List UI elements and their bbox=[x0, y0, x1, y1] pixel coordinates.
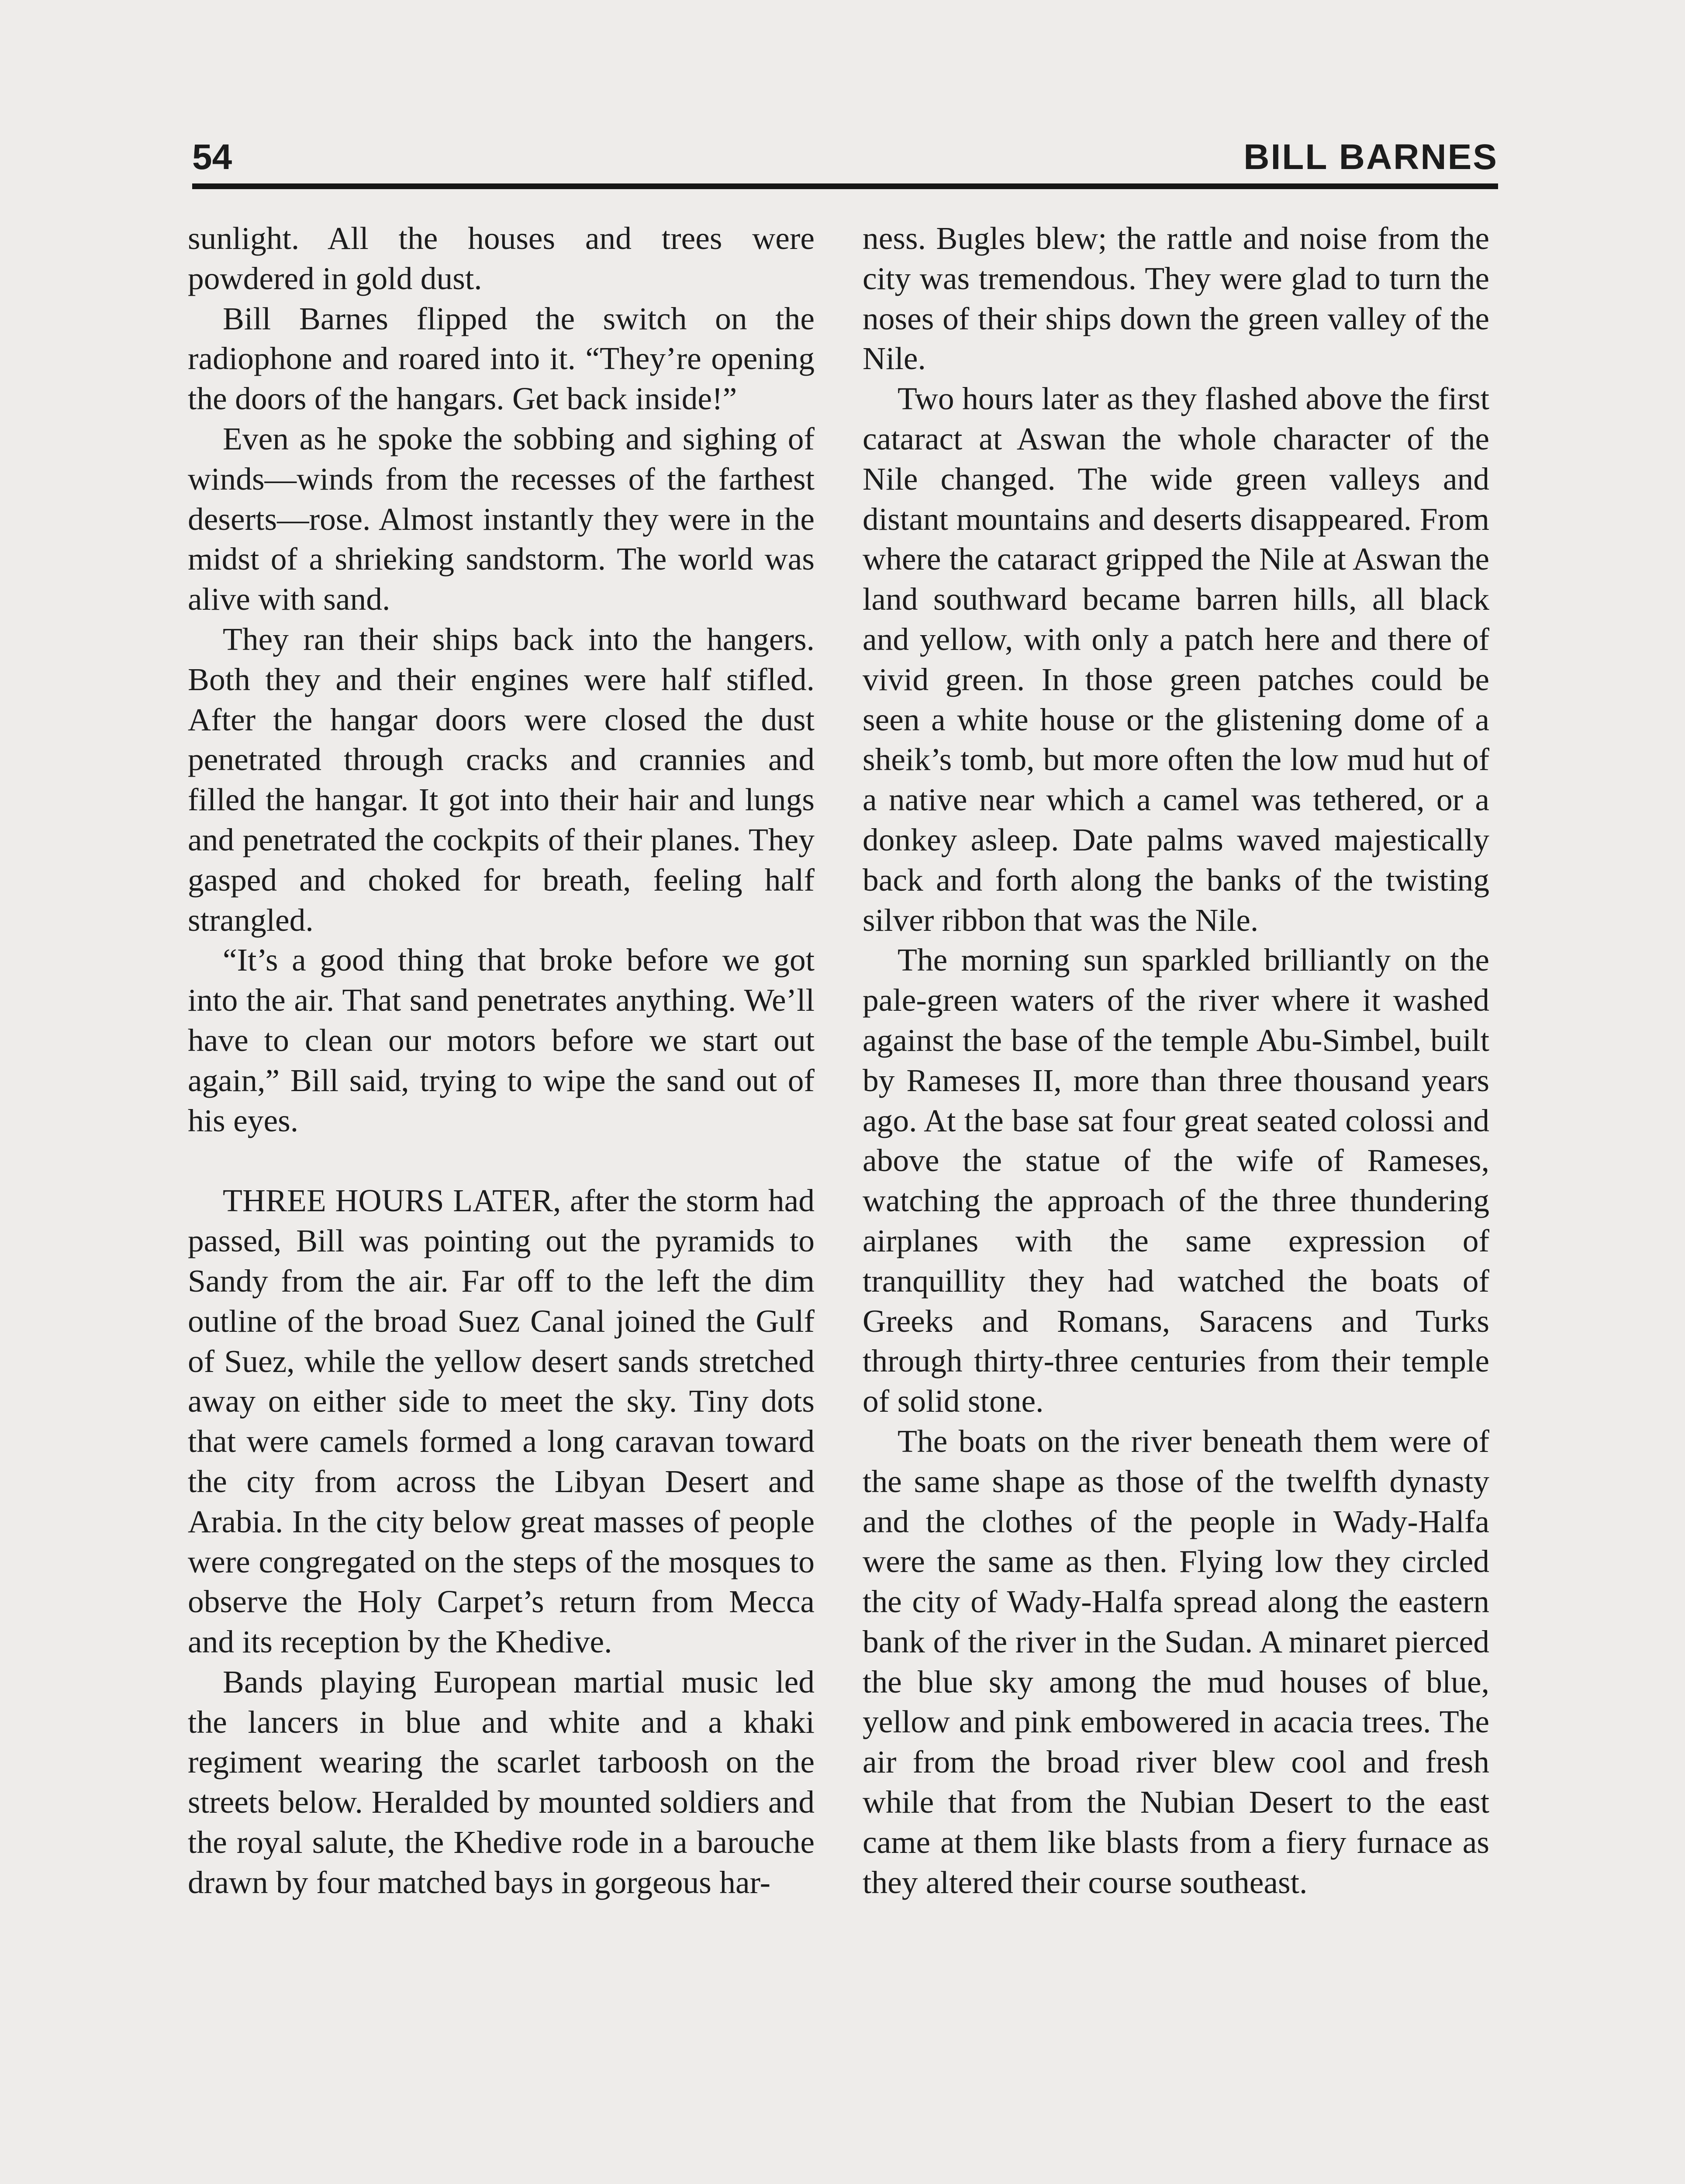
paragraph: “It’s a good thing that broke before we got into the air. That sand penetrates anything. We’ll have to clean our motors before we start out again,” Bill said, trying to wipe the sand out of his eyes. bbox=[188, 942, 815, 1138]
paragraph: The boats on the river beneath them were of the same shape as those of the twelfth dynasty and the clothes of the people in Wady-Halfa were the same as then. Flying low they circled the city of Wady-Halfa spread along the eastern bank of the river in the Sudan. A minaret pierced the blue sky among the mud houses of blue, yellow and pink embowered in acacia trees. The air from the broad river blew cool and fresh while that from the Nubian Desert to the east came at them like blasts from a fiery furnace as they altered their course southeast. bbox=[863, 1423, 1489, 1900]
paragraph: Two hours later as they flashed above the first cataract at Aswan the whole character of the Nile changed. The wide green valleys and distant mountains and deserts disappeared. From where the cataract gripped the Nile at Aswan the land southward became barren hills, all black and yellow, with only a patch here and there of vivid green. In those green patches could be seen a white house or the glistening dome of a sheik’s tomb, but more often the low mud hut of a native near which a camel was tethered, or a donkey asleep. Date palms waved majestically back and forth along the banks of the twisting silver ribbon that was the Nile. bbox=[863, 381, 1489, 938]
right-column bbox=[863, 218, 1489, 1902]
paragraph: ness. Bugles blew; the rattle and noise from the city was tremendous. They were glad to turn the noses of their ships down the green valley of the Nile. bbox=[863, 221, 1489, 377]
paragraph: Bands playing European martial music led the lancers in blue and white and a khaki regiment wearing the scarlet tarboosh on the streets below. Heralded by mounted soldiers and the royal salute, the Khedive rode in a barouche drawn by four matched bays in gorgeous har- bbox=[188, 1664, 815, 1900]
paragraph: The morning sun sparkled brilliantly on the pale-green waters of the river where it washed against the base of the temple Abu-Simbel, built by Rameses II, more than three thousand years ago. At the base sat four great seated colossi and above the statue of the wife of Rameses, watching the approach of the three thundering airplanes with the same expression of tranquillity they had watched the boats of Greeks and Romans, Saracens and Turks through thirty-three centuries from their temple of solid stone. bbox=[863, 942, 1489, 1419]
header-rule bbox=[192, 183, 1498, 189]
paragraph: sunlight. All the houses and trees were powdered in gold dust. bbox=[188, 221, 815, 296]
paragraph: Even as he spoke the sobbing and sighing of winds—winds from the recesses of the farthest deserts—rose. Almost instantly they were in the midst of a shrieking sandstorm. The world was alive with sand. bbox=[188, 421, 815, 617]
left-column bbox=[188, 218, 815, 1903]
running-head: BILL BARNES bbox=[1243, 137, 1498, 177]
page-header bbox=[192, 127, 1498, 192]
paragraph: They ran their ships back into the hangers. Both they and their engines were half stifled. After the hangar doors were closed the dust penetrated through cracks and crannies and filled the hangar. It got into their hair and lungs and penetrated the cockpits of their planes. They gasped and choked for breath, feeling half strangled. bbox=[188, 621, 815, 938]
paragraph: Bill Barnes flipped the switch on the radiophone and roared into it. “They’re opening the doors of the hangars. Get back inside!” bbox=[188, 301, 815, 417]
page-number: 54 bbox=[192, 137, 232, 177]
section-paragraph: THREE HOURS LATER, after the storm had passed, Bill was pointing out the pyramids to Sandy from the air. Far off to the left the dim outline of the broad Suez Canal joined the Gulf of Suez, while the yellow desert sands stretched away on either side to meet the sky. Tiny dots that were camels formed a long caravan toward the city from across the Libyan Desert and Arabia. In the city below great masses of people were congregated on the steps of the mosques to observe the Holy Carpet’s return from Mecca and its reception by the Khedive. bbox=[188, 1183, 815, 1660]
